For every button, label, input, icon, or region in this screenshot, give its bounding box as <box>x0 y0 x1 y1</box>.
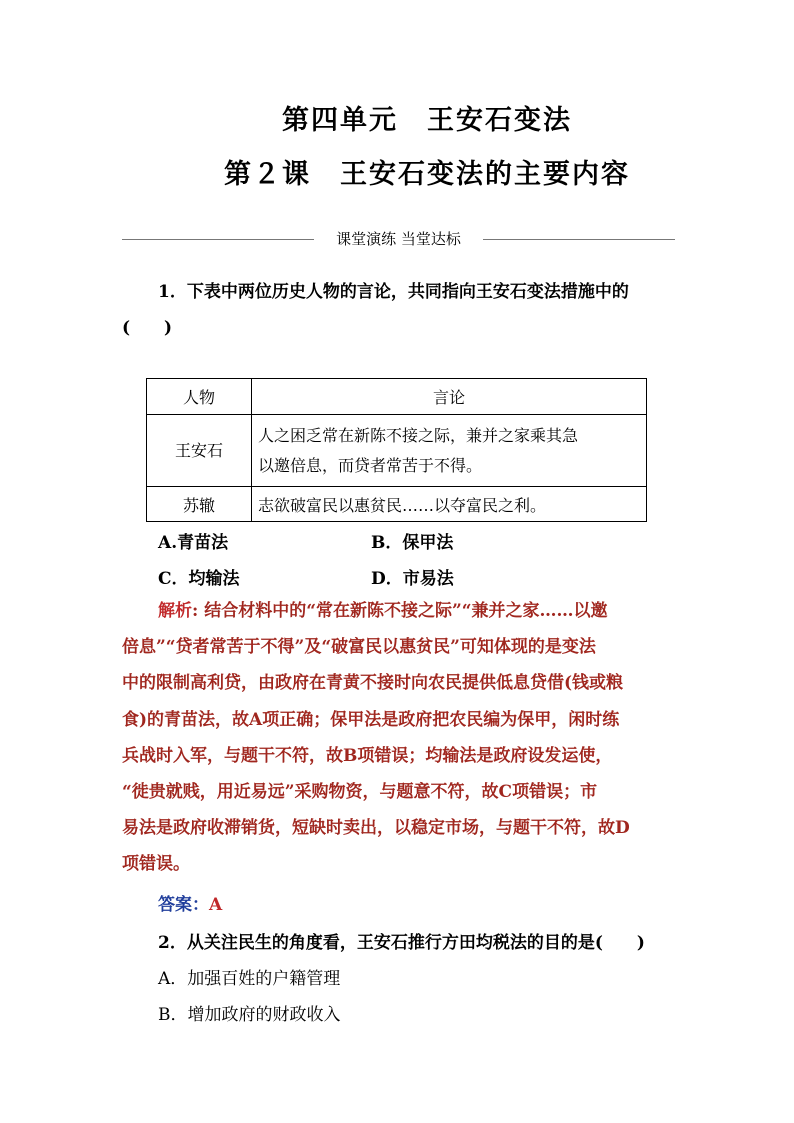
table-header-quote: 言论 <box>252 379 647 415</box>
q1-stem: 1．下表中两位历史人物的言论，共同指向王安石变法措施中的 <box>158 282 629 302</box>
quote-line: 以邀倍息，而贷者常苦于不得。 <box>258 455 483 475</box>
q1-analysis <box>122 593 678 883</box>
analysis-line <box>122 593 678 629</box>
q1-option-a[interactable]: A.青苗法 <box>158 533 229 553</box>
banner-rule-right <box>483 239 675 240</box>
analysis-line: 项错误。 <box>122 854 190 875</box>
lesson-title: 第２课 王安石变法的主要内容 <box>224 159 630 190</box>
q1-answer: 答案：A <box>158 895 223 915</box>
table-row <box>147 415 647 487</box>
analysis-line: 易法是政府收滞销货，短缺时卖出，以稳定市场，与题干不符，故D <box>122 818 630 839</box>
q2-option-a[interactable]: A．加强百姓的户籍管理 <box>158 969 341 989</box>
table-cell-quote: 志欲破富民以惠贫民……以夺富民之利。 <box>252 487 647 522</box>
unit-title: 第四单元 王安石变法 <box>282 105 572 136</box>
q2-stem: 2．从关注民生的角度看，王安石推行方田均税法的目的是( ) <box>158 933 645 953</box>
section-banner-text: 课堂演练 当堂达标 <box>336 230 461 248</box>
analysis-text: : 结合材料中的“常在新陈不接之际”“兼并之家……以邀 <box>192 601 608 621</box>
answer-label: 答案 <box>158 895 192 915</box>
q1-option-b[interactable]: B．保甲法 <box>371 533 454 553</box>
table-header-person: 人物 <box>147 379 252 415</box>
analysis-label: 解析 <box>158 601 192 621</box>
table-cell-quote <box>252 415 647 487</box>
table-cell-person: 苏辙 <box>147 487 252 522</box>
analysis-line: 中的限制高利贷，由政府在青黄不接时向农民提供低息贷借(钱或粮 <box>122 673 624 694</box>
analysis-line: “徙贵就贱，用近易远”采购物资，与题意不符，故C项错误；市 <box>122 782 598 803</box>
quote-table <box>146 378 647 522</box>
table-header-row <box>147 379 647 415</box>
analysis-line: 食)的青苗法，故A项正确；保甲法是政府把农民编为保甲，闲时练 <box>122 709 620 730</box>
quote-line: 人之困乏常在新陈不接之际，兼并之家乘其急 <box>258 425 579 445</box>
q2-option-b[interactable]: B．增加政府的财政收入 <box>158 1005 341 1025</box>
table-cell-person: 王安石 <box>147 415 252 487</box>
answer-value: A <box>209 895 223 915</box>
section-banner <box>122 228 675 250</box>
table-row <box>147 487 647 522</box>
analysis-line: 兵战时入军，与题干不符，故B项错误；均输法是政府设发运使， <box>122 745 613 766</box>
q1-option-c[interactable]: C．均输法 <box>158 569 240 589</box>
q1-answer-blank: ( ) <box>122 318 173 338</box>
analysis-line: 倍息”“贷者常苦于不得”及“破富民以惠贫民”可知体现的是变法 <box>122 637 596 658</box>
q1-option-d[interactable]: D．市易法 <box>371 569 454 589</box>
